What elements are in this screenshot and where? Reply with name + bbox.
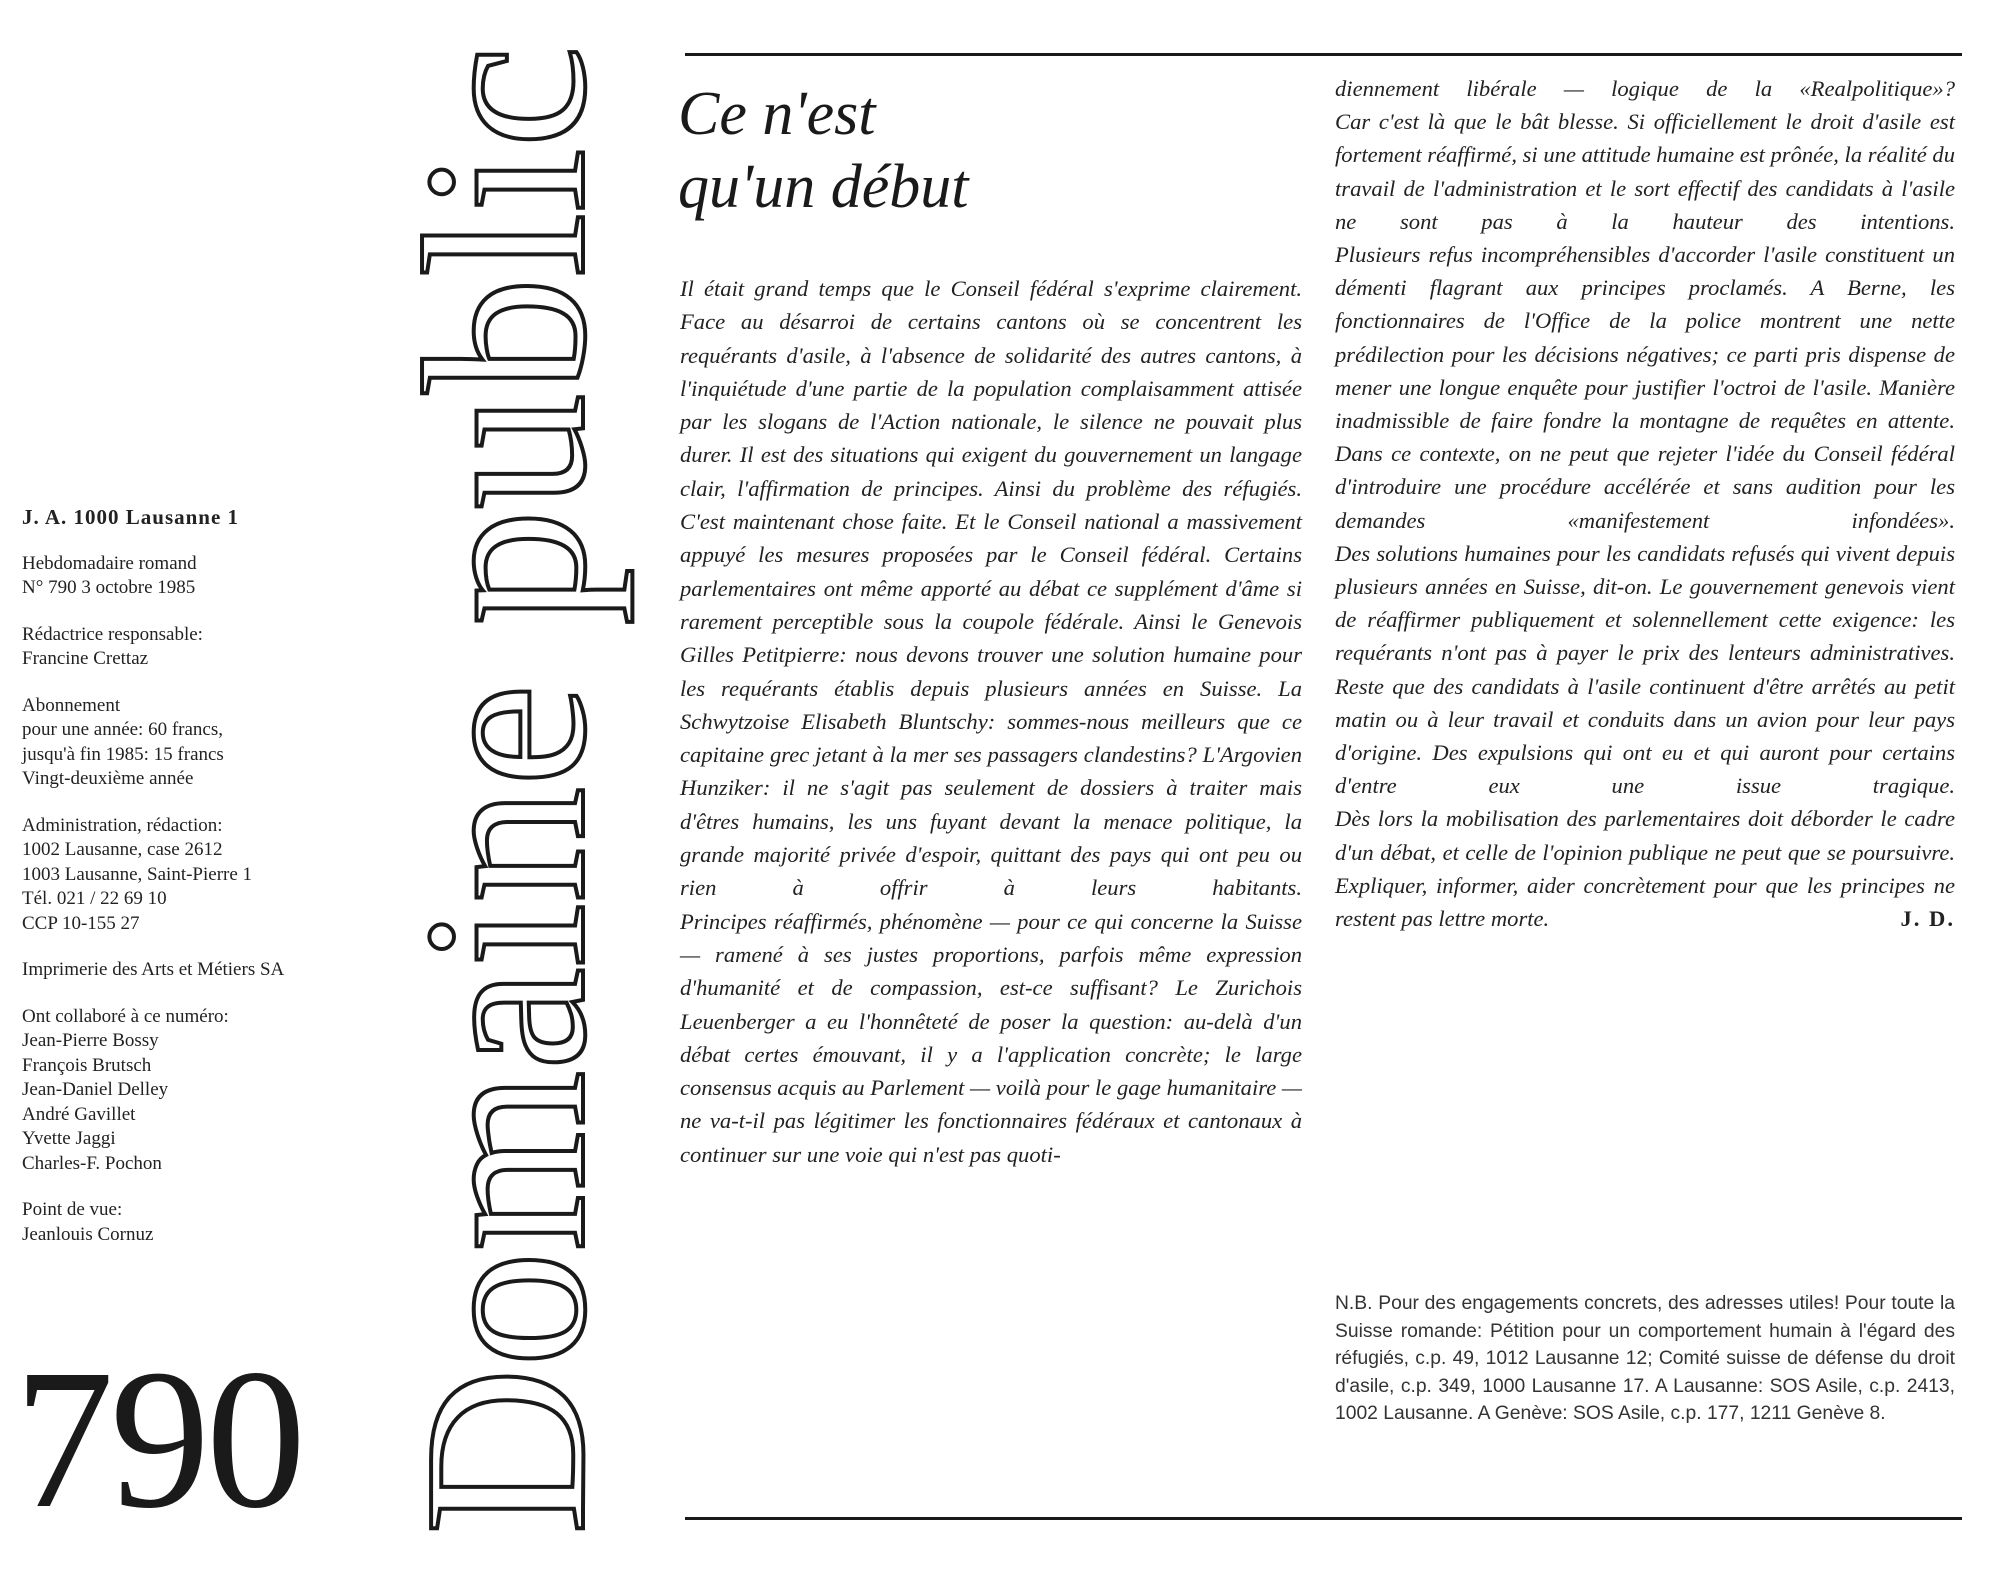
article-paragraph: Plusieurs refus incompréhensibles d'accorder l'asile constituent un démenti flagrant aux principes proclamés. A Berne, les fonctionnaires de l'Office de la police montrent une nette prédilection pour les décisions négatives; ce parti pris dispense de mener une longue enquête pour justifier l'octroi de l'asile. Manière inadmissible de faire fondre la montagne de requêtes en attente. [1335, 242, 1955, 434]
article-paragraph: Dans ce contexte, on ne peut que rejeter l'idée du Conseil fédéral d'introduire une procédure accélérée et sans audition pour les demandes «manifestement infondées». [1335, 441, 1955, 533]
article-column-2 [1335, 72, 1955, 935]
top-rule [685, 53, 1962, 56]
issue-date: N° 790 3 octobre 1985 [22, 577, 196, 598]
contributor-name: Yvette Jaggi [22, 1128, 116, 1149]
editor-info [22, 623, 342, 672]
article-paragraph: diennement libérale — logique de la «Realpolitique»? [1335, 76, 1955, 101]
point-of-view-info [22, 1198, 342, 1247]
phone-line: Tél. 021 / 22 69 10 [22, 888, 167, 909]
editor-label: Rédactrice responsable: [22, 623, 203, 645]
article-paragraph: Car c'est là que le bât blesse. Si officiellement le droit d'asile est fortement réaffirmé, si une attitude humaine est prônée, la réalité du travail de l'administration et le sort effectif des candidats à l'asile ne sont pas à la hauteur des intentions. [1335, 109, 1955, 234]
contributors-title: Ont collaboré à ce numéro: [22, 1005, 229, 1027]
article-headline [678, 78, 1238, 224]
article-paragraph: C'est maintenant chose faite. Et le Conseil national a massivement appuyé les mesures proposées par le Conseil fédéral. Certains parlementaires ont même apporté au débat ce supplément d'âme si rarement perceptible sous la coupole fédérale. Ainsi le Genevois Gilles Petitpierre: nous devons trouver une solution humaine pour les requérants établis depuis plusieurs années en Suisse. La Schwytzoise Elisabeth Bluntschy: sommes-nous meilleurs que ce capitaine grec jetant à la mer ses passagers clandestins? L'Argovien Hunziker: il ne s'agit pas seulement de dossiers à traiter mais d'êtres humains, les uns fuyant devant la menace politique, la grande majorité privée d'espoir, quittant des pays qui ont peu ou rien à offrir à leurs habitants. [680, 509, 1302, 901]
article-paragraph: Il était grand temps que le Conseil fédéral s'exprime clairement. Face au désarroi de certains cantons où se concentrent les requérants d'asile, à l'absence de solidarité des autres cantons, à l'inquiétude d'une partie de la population complaisamment attisée par les slogans de l'Action nationale, le silence ne pouvait plus durer. Il est des situations qui exigent du gouvernement un langage clair, l'affirmation de principes. Ainsi du problème des réfugiés. [680, 276, 1302, 501]
contributor-name: Jean-Pierre Bossy [22, 1030, 159, 1051]
address-line: 1003 Lausanne, Saint-Pierre 1 [22, 863, 253, 885]
subscription-line: pour une année: 60 francs, [22, 719, 224, 740]
subscription-title: Abonnement [22, 694, 121, 716]
domaine-public-logo [377, 35, 634, 1540]
contributor-name: Charles-F. Pochon [22, 1152, 162, 1174]
colophon [22, 505, 342, 1269]
subscription-line: Vingt-deuxième année [22, 768, 194, 789]
editor-name: Francine Crettaz [22, 648, 149, 669]
article-column-1 [680, 272, 1302, 1171]
bottom-rule [685, 1517, 1962, 1520]
article-last-paragraph [1335, 802, 1955, 935]
headline-line: Ce n'est [678, 80, 876, 148]
contributor-name: Jean-Daniel Delley [22, 1079, 169, 1100]
logo-wordmark: Domaine public [377, 46, 634, 1535]
article-paragraph: Principes réaffirmés, phénomène — pour ce qui concerne la Suisse — ramené à ses justes proportions, parfois même expression d'humanité et de compassion, est-ce suffisant? Le Zurichois Leuenberger a eu l'honnêteté de poser la question: au-delà d'un débat certes émouvant, il y a l'application concrète; le large consensus acquis au Parlement — voilà pour le gage humanitaire — ne va-t-il pas légitimer les fonctionnaires fédéraux et cantonaux à continuer sur une voie qui n'est pas quoti- [680, 908, 1302, 1167]
weekly-label: Hebdomadaire romand [22, 552, 197, 574]
administration-title: Administration, rédaction: [22, 814, 223, 836]
subscription-info [22, 694, 342, 792]
useful-addresses-note: N.B. Pour des engagements concrets, des adresses utiles! Pour toute la Suisse romande: Pétition pour un comportement humain à l'égard des réfugiés, c.p. 49, 1012 Lausanne 12; Comité suisse de défense du droit d'asile, c.p. 349, 1000 Lausanne 17. A Lausanne: SOS Asile, c.p. 2413, 1002 Lausanne. A Genève: SOS Asile, c.p. 177, 1211 Genève 8. [1335, 1293, 1955, 1424]
point-of-view-title: Point de vue: [22, 1199, 123, 1220]
ccp-line: CCP 10-155 27 [22, 912, 140, 934]
administration-info [22, 814, 342, 937]
article-paragraph: Dès lors la mobilisation des parlementaires doit déborder le cadre d'un débat, et celle de l'opinion publique ne peut que se poursuivre. Expliquer, informer, aider concrètement pour que les principes ne restent pas lettre morte. [1335, 806, 1955, 932]
postal-code-line: J. A. 1000 Lausanne 1 [22, 505, 240, 529]
contributor-name: André Gavillet [22, 1103, 136, 1125]
issue-number: 790 [14, 1329, 302, 1550]
publication-info [22, 552, 342, 601]
author-signature: J. D. [1900, 906, 1955, 932]
headline-line: qu'un début [678, 153, 969, 221]
article-paragraph: Des solutions humaines pour les candidats refusés qui vivent depuis plusieurs années en Suisse, dit-on. Le gouvernement genevois vient de réaffirmer publiquement et solennellement cette exigence: les requérants n'ont pas à payer le prix des lenteurs administratives. Reste que des candidats à l'asile continuent d'être arrêtés au petit matin ou à leur travail et conduits dans un avion pour leur pays d'origine. Des expulsions qui ont eu et qui auront pour certains d'entre eux une issue tragique. [1335, 540, 1955, 799]
subscription-line: jusqu'à fin 1985: 15 francs [22, 743, 224, 765]
contributor-name: François Brutsch [22, 1054, 152, 1076]
printer-name: Imprimerie des Arts et Métiers SA [22, 959, 285, 980]
point-of-view-author: Jeanlouis Cornuz [22, 1223, 154, 1245]
contributors [22, 1005, 342, 1177]
printer-info [22, 958, 342, 983]
address-line: 1002 Lausanne, case 2612 [22, 839, 223, 860]
